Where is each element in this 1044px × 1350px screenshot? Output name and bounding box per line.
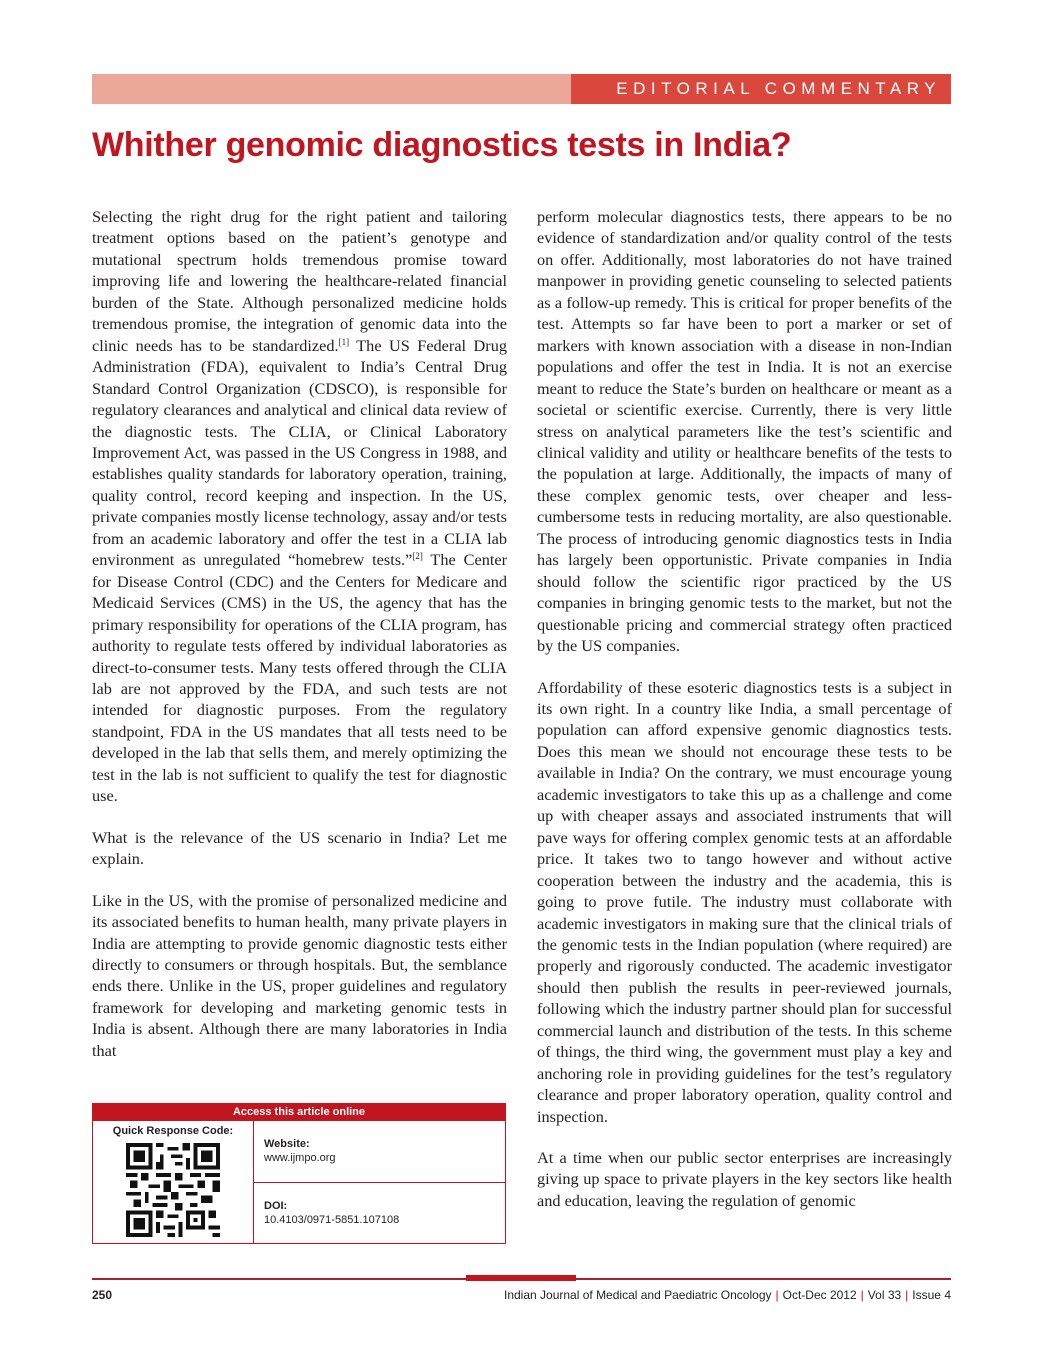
page-number: 250 [92,1288,113,1302]
qr-code-icon[interactable] [126,1143,220,1237]
issue: Issue 4 [912,1288,951,1302]
section-banner [92,74,951,104]
website-link[interactable]: www.ijmpo.org [264,1152,336,1164]
paragraph: Selecting the right drug for the right patient and tailoring treatment options based on the patient’s genotype and mutational spectrum holds tremendous promise toward improving life and lowering the healthcare-related financial burden of the State. Although personalized medicine holds tremendous promise, the integration of genomic data into the clinic needs has to be standardized.[1] The US Federal Drug Administration (FDA), equivalent to India’s Central Drug Standard Control Organization (CDSCO), is responsible for regulatory clearances and analytical and clinical data review of the diagnostic tests. The CLIA, or Clinical Laboratory Improvement Act, was passed in the US Congress in 1988, and establishes quality standards for laboratory operation, training, quality control, record keeping and inspection. In the US, private companies mostly license technology, assay and/or tests from an academic laboratory and offer the test in a CLIA lab environment as unregulated “homebrew tests.”[2] The Center for Disease Control (CDC) and the Centers for Medicare and Medicaid Services (CMS) in the US, the agency that has the primary responsibility for operations of the CLIA program, has authority to regulate tests offered by individual laboratories as direct-to-consumer tests. Many tests offered through the CLIA lab are not approved by the FDA, and such tests are not intended for diagnostic purposes. From the regulatory standpoint, FDA in the US mandates that all tests need to be developed in the lab that sells them, and merely optimizing the test in the lab is not sufficient to qualify the test for diagnostic use. [92,207,508,806]
paragraph: perform molecular diagnostics tests, there appears to be no evidence of standardization and/or quality control of the tests on offer. Additionally, most laboratories do not have trained manpower in providing genetic counseling to selected patients as a follow-up remedy. This is critical for proper benefits of the test. Attempts so far have been to port a marker or set of markers with known association with a disease in non-Indian populations and offer the test in India. It is not an exercise meant to reduce the State’s burden on healthcare or meant as a societal or scientific exercise. Currently, there is very little stress on analytical parameters like the test’s scientific and clinical validity and utility or healthcare benefits of the tests to the population at large. Additionally, the impacts of many of these complex genomic tests, over cheaper and less-cumbersome tests in reducing mortality, are also questionable. The process of introducing genomic diagnostics tests in India has largely been opportunistic. Private companies in India should follow the scientific rigor practiced by the US companies in bringing genomic tests to the market, but not the questionable pricing and commercial strategy often practiced by the US companies. [537,207,952,656]
paragraph: Affordability of these esoteric diagnostics tests is a subject in its own right. In a country like India, a small percentage of population can afford expensive genomic diagnostics tests. Does this mean we should not encourage these tests to be available in India? On the contrary, we must encourage young academic investigators to take this up as a challenge and come up with cheaper assays and associated instruments that will pave ways for offering complex genomic tests at an affordable price. It takes two to tango however and without active cooperation between the industry and the academia, this is going to prove futile. The industry must collaborate with academic investigators in making sure that the clinical trials of the genomic tests in the Indian population (where required) are properly and rigorously conducted. The academic investigator should then publish the results in peer-reviewed journals, following which the industry partner should plan for successful commercial launch and distribution of the tests. In this scheme of things, the third wing, the government must play a key and anchoring role in providing guidelines for the test’s regulatory clearance and proper laboratory operation, quality control and inspection. [537,677,952,1126]
doi-link[interactable]: 10.4103/0971-5851.107108 [264,1213,400,1226]
paragraph: Like in the US, with the promise of personalized medicine and its associated benefits to human health, many private players in India are attempting to provide genomic diagnostic tests either directly to consumers or through hospitals. But, the semblance ends there. Unlike in the US, proper guidelines and regulatory framework for developing and marketing genomic tests in India is absent. Although there are many laboratories in India that [92,890,507,1060]
paragraph: What is the relevance of the US scenario in India? Let me explain. [92,827,507,869]
right-column [537,206,952,1231]
issue-date: Oct-Dec 2012 [782,1288,857,1302]
website-label: Website: [264,1138,310,1150]
access-article-box [92,1103,506,1244]
citation-ref[interactable]: [2] [412,551,423,562]
website-row [254,1121,505,1182]
doi-label: DOI: [264,1199,288,1212]
paragraph: At a time when our public sector enterprises are increasingly giving up space to private players in the key sectors like health and education, leaving the regulation of genomic [537,1148,952,1210]
doi-row [254,1182,505,1244]
footer-accent-bar [466,1275,576,1281]
article-title: Whither genomic diagnostics tests in India? [92,126,792,164]
journal-citation: Indian Journal of Medical and Paediatric Oncology | Oct-Dec 2012 | Vol 33 | Issue 4 [504,1288,951,1302]
access-box-header: Access this article online [93,1104,505,1121]
citation-ref[interactable]: [1] [338,336,350,347]
section-label: EDITORIAL COMMENTARY [571,74,951,104]
qr-label: Quick Response Code: [112,1125,234,1137]
qr-cell [93,1121,254,1243]
left-column [92,206,507,1081]
journal-name: Indian Journal of Medical and Paediatric Oncology [504,1288,772,1302]
volume: Vol 33 [867,1288,902,1302]
